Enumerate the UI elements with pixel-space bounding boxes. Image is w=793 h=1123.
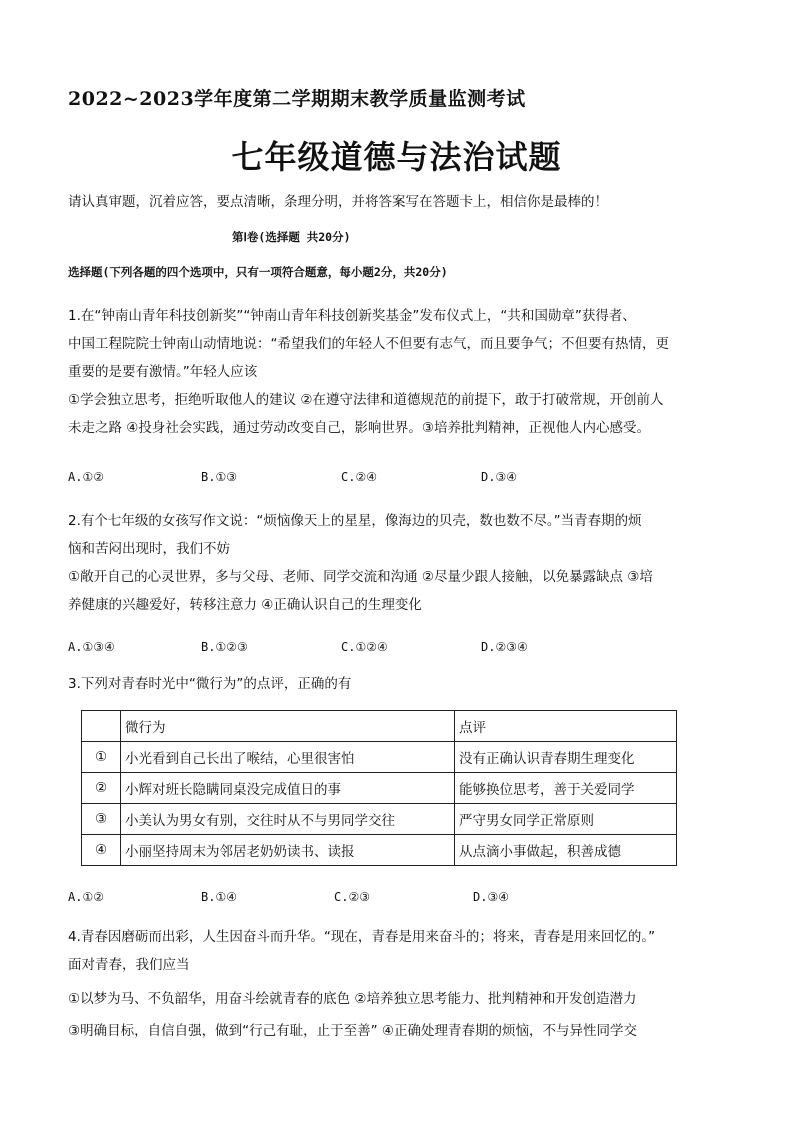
option-b: B.①④ <box>201 890 237 904</box>
question-text-line: 2.有个七年级的女孩写作文说：“烦恼像天上的星星，像海边的贝壳，数也数不尽。”当青春期的烦 <box>68 513 642 529</box>
question-4 <box>68 923 688 1045</box>
option-c: C.②③ <box>334 890 370 904</box>
option-c: C.②④ <box>341 470 377 484</box>
table-cell: 小辉对班长隐瞒同桌没完成值日的事 <box>121 773 455 804</box>
option-c: C.①②④ <box>341 640 388 654</box>
table-cell: 能够换位思考，善于关爱同学 <box>455 773 677 804</box>
table-header-cell: 微行为 <box>121 711 455 742</box>
question-text-line: 恼和苦闷出现时，我们不妨 <box>68 541 230 557</box>
option-a: A.①③④ <box>68 640 115 654</box>
question-text-line: 未走之路 ④投身社会实践，通过劳动改变自己，影响世界。③培养批判精神，正视他人内心感受。 <box>68 420 650 436</box>
table-header-cell <box>82 711 121 742</box>
table-row <box>82 835 677 866</box>
table-row <box>82 742 677 773</box>
table-row <box>82 773 677 804</box>
question-text-line: 4.青春因磨砺而出彩，人生因奋斗而升华。“现在，青春是用来奋斗的；将来，青春是用来回忆的。” <box>68 929 656 945</box>
question-text-line: ③明确目标，自信自强，做到“行己有耻，止于至善” ④正确处理青春期的烦恼，不与异性同学交 <box>68 1023 637 1039</box>
table-header-cell: 点评 <box>455 711 677 742</box>
question-text-line: 3.下列对青春时光中“微行为”的点评，正确的有 <box>68 676 352 692</box>
question-text-line: 重要的是要有激情。”年轻人应该 <box>68 364 258 380</box>
behavior-evaluation-table <box>81 710 677 866</box>
section-instructions: 选择题(下列各题的四个选项中，只有一项符合题意，每小题2分，共20分) <box>68 265 448 279</box>
section-title: 第Ⅰ卷(选择题 共20分) <box>232 230 351 244</box>
page-title: 七年级道德与法治试题 <box>231 138 562 176</box>
option-d: D.③④ <box>481 470 517 484</box>
table-cell: 严守男女同学正常原则 <box>455 804 677 835</box>
table-header-row <box>82 711 677 742</box>
option-d: D.③④ <box>473 890 509 904</box>
exam-header-line: 2022~2023学年度第二学期期末教学质量监测考试 <box>68 88 526 110</box>
question-text-line: ①学会独立思考，拒绝听取他人的建议 ②在遵守法律和道德规范的前提下，敢于打破常规，开创前人 <box>68 392 664 408</box>
question-1 <box>68 302 688 442</box>
table-cell: ③ <box>82 804 121 835</box>
question-text-line: ①敞开自己的心灵世界，多与父母、老师、同学交流和沟通 ②尽量少跟人接触，以免暴露缺点 ③培 <box>68 569 653 585</box>
table-row <box>82 804 677 835</box>
table-cell: ④ <box>82 835 121 866</box>
question-2 <box>68 507 688 619</box>
question-text-line: ①以梦为马、不负韶华，用奋斗绘就青春的底色 ②培养独立思考能力、批判精神和开发创造潜力 <box>68 991 637 1007</box>
option-a: A.①② <box>68 890 104 904</box>
option-a: A.①② <box>68 470 104 484</box>
question-text-line: 中国工程院院士钟南山动情地说：“希望我们的年轻人不但要有志气，而且要争气；不但要有热情，更 <box>68 336 669 352</box>
table-cell: 小美认为男女有别，交往时从不与男同学交往 <box>121 804 455 835</box>
option-b: B.①③ <box>201 470 237 484</box>
table-cell: 小丽坚持周末为邻居老奶奶读书、读报 <box>121 835 455 866</box>
option-d: D.②③④ <box>481 640 528 654</box>
question-text-line: 面对青春，我们应当 <box>68 957 190 973</box>
table-cell: 小光看到自己长出了喉结，心里很害怕 <box>121 742 455 773</box>
question-3 <box>68 670 688 698</box>
table-cell: ① <box>82 742 121 773</box>
question-text-line: 养健康的兴趣爱好，转移注意力 ④正确认识自己的生理变化 <box>68 597 422 613</box>
instructions: 请认真审题，沉着应答，要点清晰，条理分明，并将答案写在答题卡上，相信你是最棒的！ <box>68 194 608 210</box>
table-cell: ② <box>82 773 121 804</box>
question-text-line: 1.在“钟南山青年科技创新奖”“钟南山青年科技创新奖基金”发布仪式上，“共和国勋章”获得者、 <box>68 308 636 324</box>
option-b: B.①②③ <box>201 640 248 654</box>
table-cell: 没有正确认识青春期生理变化 <box>455 742 677 773</box>
table-cell: 从点滴小事做起，积善成德 <box>455 835 677 866</box>
